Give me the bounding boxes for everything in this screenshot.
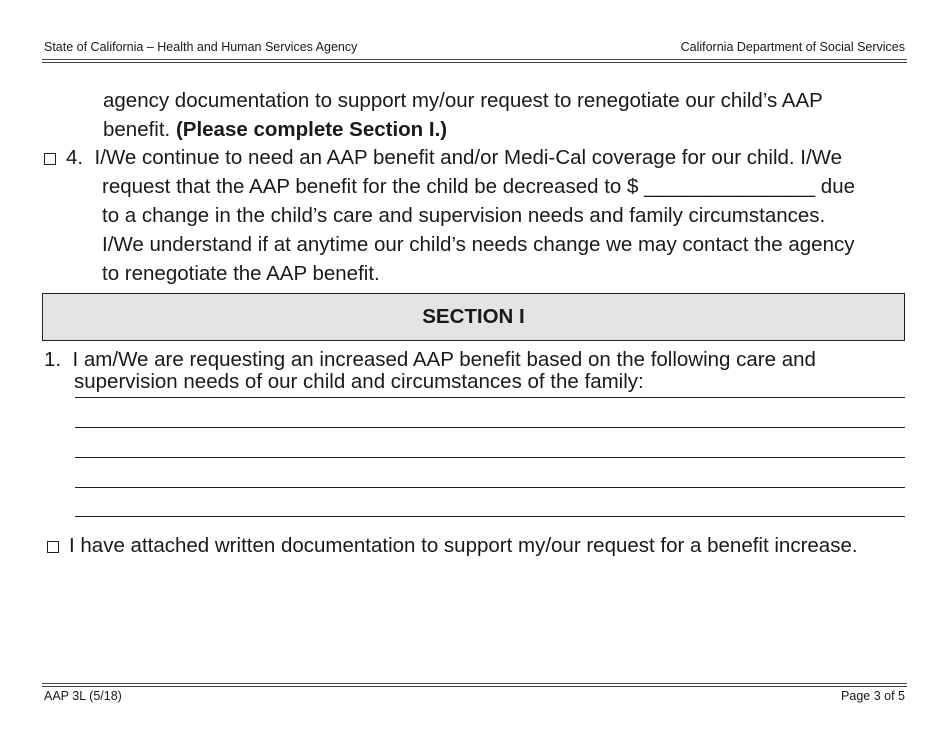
page-number: Page 3 of 5	[841, 689, 905, 703]
question-1-line-2: supervision needs of our child and circumstances of the family:	[74, 370, 644, 393]
section-header	[42, 293, 905, 341]
option-4-number: 4.	[66, 146, 84, 169]
footer-rule-top	[42, 683, 907, 684]
option-4-checkbox[interactable]	[44, 153, 56, 165]
question-1-line-1: 1. I am/We are requesting an increased AAP benefit based on the following care and	[44, 348, 816, 371]
option-4-line-1: 4. I/We continue to need an AAP benefit and/or Medi-Cal coverage for our child. I/We	[44, 143, 914, 172]
section-title: SECTION I	[422, 305, 525, 328]
question-1-number: 1.	[44, 348, 62, 371]
answer-line-4[interactable]	[75, 487, 905, 488]
header-agency: State of California – Health and Human Services Agency	[44, 40, 358, 54]
complete-section-note: (Please complete Section I.)	[175, 118, 448, 141]
attachment-checkbox[interactable]	[47, 541, 59, 553]
header-rule-bottom	[42, 62, 907, 63]
option-4-line-2	[44, 172, 914, 201]
footer-rule-bottom	[42, 686, 907, 687]
form-id: AAP 3L (5/18)	[44, 689, 122, 703]
option-4-paragraph	[44, 143, 914, 288]
header-rule-top	[42, 59, 907, 60]
answer-line-1[interactable]	[75, 397, 905, 398]
header-department: California Department of Social Services	[680, 40, 905, 54]
attachment-statement: I have attached written documentation to support my/our request for a benefit increase.	[47, 534, 858, 558]
answer-line-3[interactable]	[75, 457, 905, 458]
decrease-amount-field[interactable]: request that the AAP benefit for the child be decreased to $ _______________ due	[102, 175, 856, 198]
continuation-line-1: agency documentation to support my/our request to renegotiate our child’s AAP	[103, 89, 823, 112]
option-4-line-4: I/We understand if at anytime our child’s needs change we may contact the agency	[102, 233, 855, 256]
continuation-paragraph	[103, 86, 903, 144]
question-1	[44, 349, 914, 393]
option-4-line-3: to a change in the child’s care and supervision needs and family circumstances.	[102, 204, 826, 227]
continuation-line-2: benefit. (Please complete Section I.)	[103, 118, 448, 141]
option-4-line-5: to renegotiate the AAP benefit.	[102, 262, 380, 285]
answer-line-5[interactable]	[75, 516, 905, 517]
answer-line-2[interactable]	[75, 427, 905, 428]
